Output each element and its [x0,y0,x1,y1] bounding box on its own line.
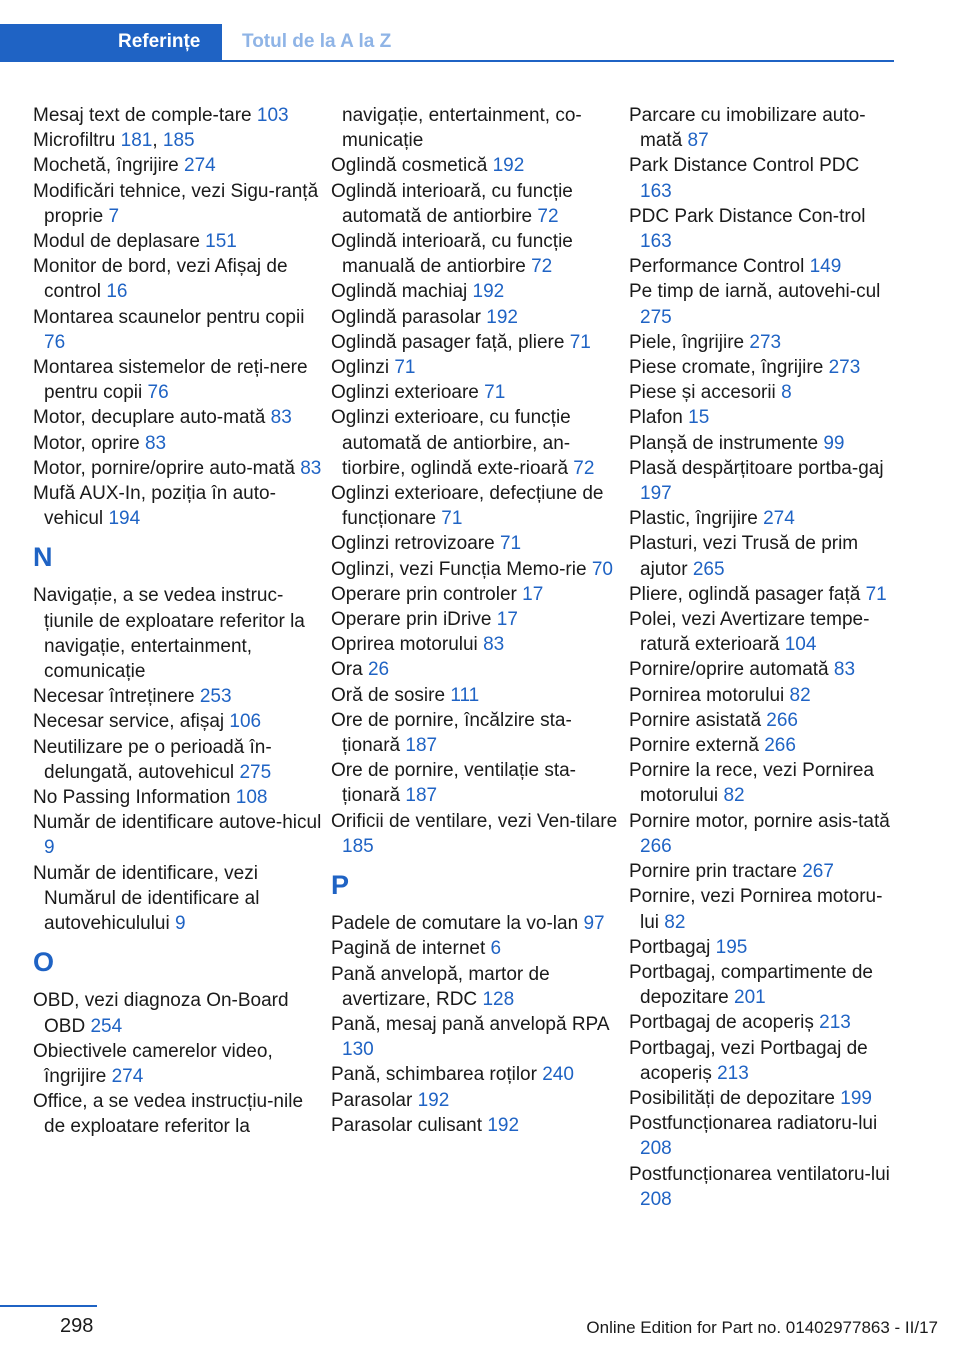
index-entry [629,279,895,329]
entry-term: Performance Control [629,256,805,278]
index-entry [33,456,323,481]
page-number: 298 [60,1315,94,1337]
entry-term: Motor, decuplare auto-mată [33,407,266,429]
page-link[interactable]: 265 [692,558,725,580]
index-entry [629,708,895,733]
page-link[interactable]: 83 [270,407,292,429]
entry-term: Portbagaj, vezi Portbagaj de acoperiș [629,1037,868,1084]
index-entry [331,481,621,531]
page-link[interactable]: 266 [764,735,796,757]
entry-term: Oglindă cosmetică [331,155,488,177]
entry-term: Pornirea motorului [629,684,785,706]
page-link[interactable]: 71 [569,331,591,353]
index-entry [331,153,621,178]
page-link[interactable]: 104 [784,634,817,656]
page-link[interactable]: 106 [229,711,262,733]
page-link[interactable]: 267 [802,861,834,883]
index-entry [33,305,323,355]
entry-term: Motor, pornire/oprire auto-mată [33,457,295,479]
page-link[interactable]: 273 [749,331,782,353]
entry-term: Pe timp de iarnă, autovehi-cul [629,281,881,303]
index-entry [33,1039,323,1089]
page-link[interactable]: 128 [482,988,515,1010]
index-entry [331,607,621,632]
index-entry [629,1162,895,1212]
entry-term: Portbagaj [629,936,711,958]
entry-term: Oglinzi exterioare [331,382,479,404]
page-link[interactable]: 87 [687,130,709,152]
page-link[interactable]: 199 [840,1087,872,1109]
entry-term: Ora [331,659,363,681]
index-entry [33,988,323,1038]
page-link[interactable]: 181 [120,130,153,152]
page-link[interactable]: 72 [573,457,595,479]
section-letter: O [33,947,55,978]
index-entry [331,582,621,607]
index-entry [629,1010,895,1035]
page-link[interactable]: 17 [496,609,518,631]
entry-term: Planșă de instrumente [629,432,819,454]
entry-term: Polei, vezi Avertizare tempe-ratură exterioară [629,609,870,656]
page-link[interactable]: 99 [823,432,845,454]
index-entry [331,531,621,556]
index-entry [331,557,621,582]
entry-term: Număr de identificare, vezi Numărul de identificare al autovehiculului [33,862,260,935]
entry-term: Plastic, îngrijire [629,508,758,530]
page-link[interactable]: 192 [417,1089,450,1111]
page-link[interactable]: 103 [256,105,289,126]
index-entry [629,531,895,581]
entry-term: Plasturi, vezi Trusă de prim ajutor [629,533,859,580]
page-link[interactable]: 185 [342,835,374,857]
index-entry [629,809,895,859]
index-entry [331,758,621,808]
entry-term: Pană anvelopă, martor de avertizare, RDC [331,963,550,1010]
page-link[interactable]: 253 [199,686,232,708]
page-link[interactable]: 76 [147,382,169,404]
page-link[interactable]: 201 [734,987,766,1009]
entry-term: Oglinzi, vezi Funcția Memo-rie [331,558,587,580]
page-link[interactable]: 266 [766,709,798,731]
entry-term: Piele, îngrijire [629,331,745,353]
index-entry [629,204,895,254]
page-link[interactable]: 6 [490,938,502,960]
index-column-3 [629,103,895,1212]
index-entry [33,810,323,860]
entry-term: No Passing Information [33,787,231,809]
page-link[interactable]: 83 [483,634,505,656]
page-link[interactable]: 192 [492,155,525,177]
page-link[interactable]: 82 [664,911,686,933]
index-entry [33,153,323,178]
page-link[interactable]: 111 [450,684,480,706]
page-link[interactable]: 97 [583,913,605,935]
page-link[interactable]: 108 [235,787,268,809]
page-link[interactable]: 82 [723,785,745,807]
page-link[interactable]: 208 [640,1138,672,1160]
page-link[interactable]: 151 [205,231,237,253]
entry-term: Postfuncționarea ventilatoru-lui [629,1163,890,1185]
entry-term: Obiectivele camerelor video, îngrijire [33,1040,273,1087]
page-link[interactable]: 72 [537,205,559,227]
index-column-2 [331,103,621,1138]
index-entry [331,279,621,304]
index-entry [331,683,621,708]
entry-term: Oprirea motorului [331,634,478,656]
entry-term: Pliere, oglindă pasager față [629,583,861,605]
page-header [0,24,894,62]
index-entry [629,582,895,607]
index-entry [629,935,895,960]
index-entry [331,1088,621,1113]
index-entry [629,456,895,506]
entry-term: Postfuncționarea radiatoru-lui [629,1113,878,1135]
index-entry [33,684,323,709]
page-link[interactable]: 9 [174,913,186,935]
entry-term: Monitor de bord, vezi Afișaj de control [33,256,288,303]
index-entry [331,911,621,936]
entry-term: Pană, mesaj pană anvelopă RPA [331,1013,609,1035]
entry-term: Parcare cu imobilizare auto-mată [629,105,866,152]
index-entry [331,809,621,859]
section-letter: P [331,870,350,901]
index-entry: Microfiltru 181, 185 [33,130,195,152]
entry-term: Pornire externă [629,735,759,757]
page-link[interactable]: 275 [640,306,672,328]
page-link[interactable]: 149 [809,256,842,278]
page-link[interactable]: 71 [484,382,506,404]
page-link[interactable]: 187 [405,735,438,757]
index-entry [331,355,621,380]
page-link[interactable]: 213 [819,1012,851,1034]
page-link[interactable]: 192 [487,1114,520,1136]
entry-term: Oră de sosire [331,684,446,706]
index-entry [33,229,323,254]
entry-term: Mufă AUX-In, poziția în auto-vehicul [33,483,276,530]
index-entry [331,380,621,405]
page-link[interactable]: 274 [184,155,216,177]
entry-term: Pornire la rece, vezi Pornirea motorului [629,760,874,807]
index-entry [629,657,895,682]
index-entry [33,785,323,810]
entry-term: Padele de comutare la vo-lan [331,913,579,935]
index-entry [33,861,323,937]
header-rule [0,60,894,62]
page-link[interactable]: 83 [833,659,856,681]
entry-term: Mesaj text de comple-tare [33,105,252,126]
entry-term: Pornire/oprire automată [629,659,829,681]
section-letter: N [33,542,53,573]
page-link[interactable]: 17 [522,583,544,605]
entry-term: Orificii de ventilare, vezi Ven-tilare [331,810,618,832]
page-link[interactable]: 274 [763,508,795,530]
entry-term: Oglindă interioară, cu funcție automată de antiorbire [331,180,573,227]
index-entry [331,229,621,279]
page-link[interactable]: 254 [90,1015,123,1037]
entry-term: Pornire motor, pornire asis-tată [629,810,890,832]
page-link[interactable]: 185 [162,130,195,152]
index-entry [331,405,621,481]
page-link[interactable]: 130 [342,1039,374,1061]
entry-term: Neutilizare pe o perioadă în-delungată, autovehicul [33,736,272,783]
entry-term: Necesar service, afișaj [33,711,225,733]
entry-term: Plasă despărțitoare portba-gaj [629,457,884,479]
page-link[interactable]: 71 [865,583,887,605]
entry-term: Ore de pornire, ventilație sta-ționară [331,760,577,807]
index-entry [33,583,323,684]
entry-term: navigație, entertainment, co-municație [342,105,582,152]
index-entry [629,330,895,355]
page-link[interactable]: 192 [472,281,505,303]
entry-term: Modul de deplasare [33,231,200,253]
page-link[interactable]: 208 [640,1188,672,1210]
index-entry [629,859,895,884]
entry-term: Ore de pornire, încălzire sta-ționară [331,709,572,757]
page-link[interactable]: 82 [789,684,811,706]
index-entry [33,254,323,304]
entry-term: Plafon [629,407,683,429]
entry-term: Oglindă machiaj [331,281,468,303]
index-entry [629,758,895,808]
index-entry [629,607,895,657]
index-entry [331,1012,621,1062]
entry-term: Portbagaj de acoperiș [629,1012,814,1034]
index-entry [33,1089,323,1139]
page-link[interactable]: 240 [542,1064,574,1086]
entry-term: PDC Park Distance Con-trol [629,205,866,227]
page-link[interactable]: 76 [44,331,66,353]
entry-term: Pagină de internet [331,938,486,960]
index-entry [629,355,895,380]
entry-term: Oglindă interioară, cu funcție manuală de antiorbire [331,231,573,278]
entry-term: Oglinzi exterioare, cu funcție automată de antiorbire, an-tiorbire, oglindă exte-rioară [331,407,571,479]
index-entry [33,735,323,785]
entry-term: Montarea sistemelor de reți-nere pentru copii [33,357,308,404]
index-entry [629,733,895,758]
index-entry [33,709,323,734]
entry-term: Operare prin controler [331,583,517,605]
entry-term: Modificări tehnice, vezi Sigu-ranță proprie [33,180,319,227]
page-link[interactable]: 266 [640,835,672,857]
index-entry [629,1086,895,1111]
index-entry [629,405,895,430]
entry-term: Office, a se vedea instrucțiu-nile de exploatare referitor la [33,1091,304,1138]
entry-term: Montarea scaunelor pentru copii [33,306,305,328]
index-entry [629,431,895,456]
page-link[interactable]: 71 [394,357,416,379]
entry-term: Mochetă, îngrijire [33,155,179,177]
index-entry [629,380,895,405]
index-entry [33,179,323,229]
page-link[interactable]: 163 [640,180,672,202]
index-entry [331,962,621,1012]
page-link[interactable]: 192 [486,306,518,328]
footer-rule [0,1305,97,1307]
index-entry [33,405,323,430]
page-link[interactable]: 7 [108,205,120,227]
page-link[interactable]: 273 [828,357,861,379]
page-link[interactable]: 194 [108,508,141,530]
page-link[interactable]: 83 [300,457,322,479]
entry-term: Pornire, vezi Pornirea motoru-lui [629,886,883,933]
index-entry [33,431,323,456]
entry-term: Park Distance Control PDC [629,155,860,177]
index-entry [331,1062,621,1087]
tab-totul-de-la-a-la-z[interactable]: Totul de la A la Z [242,31,392,52]
entry-term: Piese și accesorii [629,382,776,404]
index-entry [629,506,895,531]
entry-term: Necesar întreținere [33,686,195,708]
index-entry [629,153,895,203]
entry-term: Pornire asistată [629,709,762,731]
page-link[interactable]: 274 [111,1065,144,1087]
index-entry [331,936,621,961]
entry-term: Motor, oprire [33,432,140,454]
index-entry [33,355,323,405]
entry-term: Oglindă parasolar [331,306,481,328]
index-entry [629,254,895,279]
page-link[interactable]: 213 [717,1062,749,1084]
entry-term: Oglindă pasager față, pliere [331,331,565,353]
entry-term: Pană, schimbarea roților [331,1064,537,1086]
index-entry [331,657,621,682]
entry-term: Portbagaj, compartimente de depozitare [629,961,873,1009]
entry-term: Oglinzi retrovizoare [331,533,495,555]
page-link[interactable]: 195 [715,936,748,958]
index-entry [331,1113,621,1138]
entry-term: Oglinzi exterioare, defecțiune de funcționare [331,483,604,530]
entry-term: Parasolar [331,1089,413,1111]
page-link[interactable]: 71 [441,508,463,530]
entry-term: Oglinzi [331,357,390,379]
page-link[interactable]: 187 [405,785,438,807]
page-link[interactable]: 70 [591,558,613,580]
entry-term: Piese cromate, îngrijire [629,357,824,379]
edition-note: Online Edition for Part no. 01402977863 - II/17 [586,1318,938,1337]
index-entry [629,103,895,153]
entry-term: Pornire prin tractare [629,861,797,883]
index-entry [33,103,323,128]
entry-term: Navigație, a se vedea instruc-țiunile de exploatare referitor la navigație, entertainment, comunicație [33,585,305,683]
page-link[interactable]: 26 [367,659,390,681]
page-link[interactable]: 72 [531,256,553,278]
page-link[interactable]: 16 [106,281,128,303]
entry-term: Posibilități de depozitare [629,1087,835,1109]
entry-term: Microfiltru [33,130,116,152]
index-entry [331,305,621,330]
entry-term: OBD, vezi diagnoza On-Board OBD [33,990,289,1037]
index-entry [629,1036,895,1086]
index-entry [331,632,621,657]
page-link[interactable]: 9 [44,837,55,859]
page-link[interactable]: 71 [499,533,522,555]
index-entry [629,884,895,934]
index-column-1 [33,103,323,1140]
index-entry [331,330,621,355]
index-entry [629,960,895,1010]
index-entry [629,683,895,708]
entry-term: Număr de identificare autove-hicul [33,812,322,834]
index-entry [331,708,621,758]
entry-term: Parasolar culisant [331,1114,483,1136]
page-link[interactable]: 15 [688,407,710,429]
index-entry [331,179,621,229]
page-link[interactable]: 163 [640,231,672,253]
index-entry [33,481,323,531]
index-entry [331,103,621,153]
tab-referinte[interactable]: Referințe [0,24,222,60]
page-link[interactable]: 197 [640,483,672,505]
index-entry [629,1111,895,1161]
page-link[interactable]: 83 [144,432,167,454]
entry-term: Operare prin iDrive [331,609,492,631]
page-link[interactable]: 8 [781,382,792,404]
page-link[interactable]: 275 [239,761,272,783]
